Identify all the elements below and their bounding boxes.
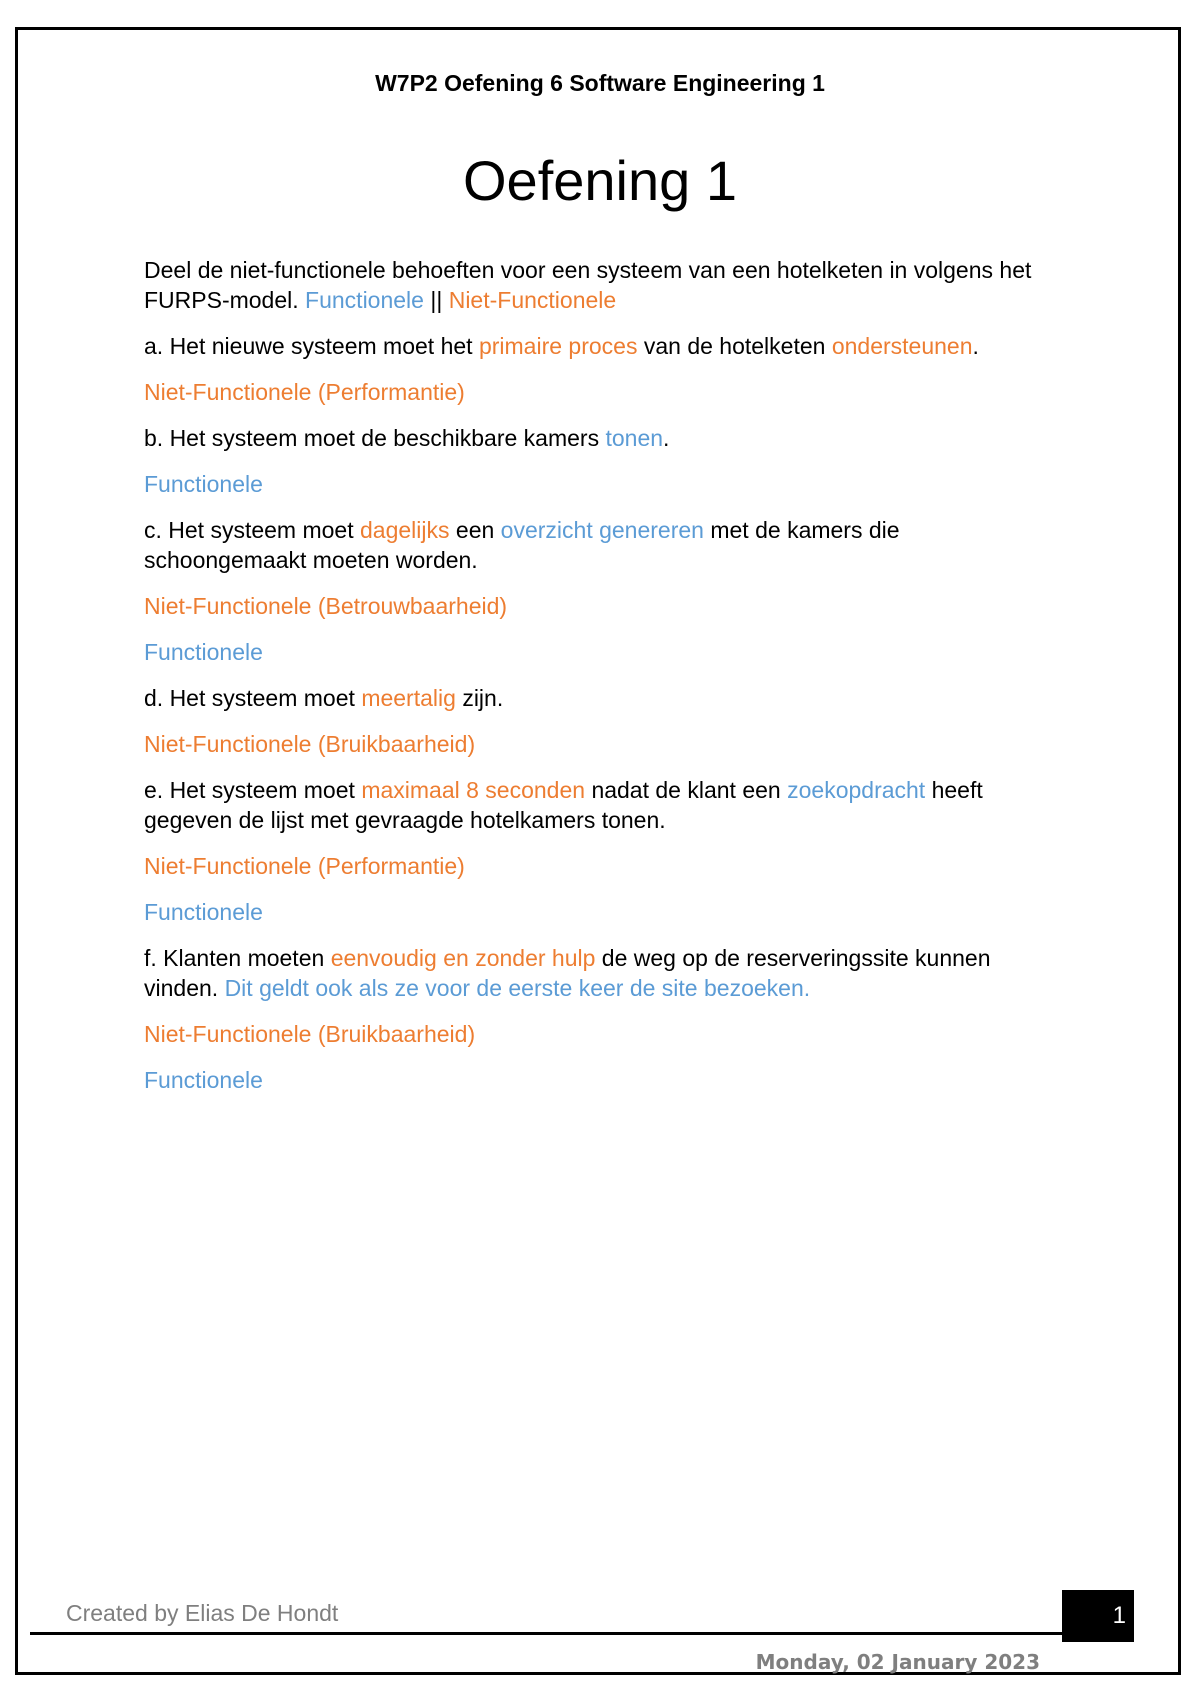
question-f-text: f. Klanten moeten (144, 945, 325, 971)
document-body (144, 255, 1064, 1111)
legend-non-functional: Niet-Functionele (448, 287, 617, 313)
question-a-text-2: van de hotelketen (643, 333, 826, 359)
footer-author: Created by Elias De Hondt (66, 1600, 339, 1626)
question-d (144, 683, 1064, 713)
question-f-highlight-2: Dit geldt ook als ze voor de eerste keer de site bezoeken. (224, 975, 811, 1001)
question-a-highlight-1: primaire proces (478, 333, 638, 359)
question-a-text-3: . (972, 333, 979, 359)
answer-b-1: Functionele (144, 471, 263, 497)
question-c-text-2: een (455, 517, 495, 543)
question-a-highlight-2: ondersteunen (831, 333, 973, 359)
question-c-text-3: met de kamers die schoongemaakt moeten worden. (144, 517, 900, 573)
answer-f-2: Functionele (144, 1067, 263, 1093)
intro-paragraph (144, 255, 1064, 315)
question-c-highlight-1: dagelijks (360, 517, 450, 543)
question-c (144, 515, 1064, 575)
intro-text: Deel de niet-functionele behoeften voor een systeem van een hotelketen in volgens het FURPS-model. (144, 257, 1032, 313)
question-d-highlight-1: meertalig (361, 685, 456, 711)
legend-separator: || (430, 287, 443, 313)
question-b-text-2: . (663, 425, 670, 451)
question-e-highlight-2: zoekopdracht (787, 777, 926, 803)
question-b-text: b. Het systeem moet de beschikbare kamers (144, 425, 600, 451)
question-f-text-2: de weg op de reserveringssite kunnen vinden. (144, 945, 991, 1001)
answer-c-2: Functionele (144, 639, 263, 665)
question-e (144, 775, 1064, 835)
question-b-highlight-1: tonen (605, 425, 664, 451)
question-d-text-2: zijn. (462, 685, 504, 711)
question-a-text: a. Het nieuwe systeem moet het (144, 333, 473, 359)
question-e-text-3: heeft gegeven de lijst met gevraagde hotelkamers tonen. (144, 777, 983, 833)
question-d-text: d. Het systeem moet (144, 685, 355, 711)
answer-d-1: Niet-Functionele (Bruikbaarheid) (144, 731, 476, 757)
question-e-text-2: nadat de klant een (591, 777, 781, 803)
question-f (144, 943, 1064, 1003)
answer-c-1: Niet-Functionele (Betrouwbaarheid) (144, 593, 508, 619)
question-e-text: e. Het systeem moet (144, 777, 355, 803)
page-number: 1 (1062, 1590, 1134, 1642)
legend-functional: Functionele (305, 287, 424, 313)
footer-date: Monday, 02 January 2023 (755, 1650, 1040, 1674)
answer-e-2: Functionele (144, 899, 263, 925)
answer-f-1: Niet-Functionele (Bruikbaarheid) (144, 1021, 476, 1047)
question-a (144, 331, 1064, 361)
page-header: W7P2 Oefening 6 Software Engineering 1 (375, 70, 825, 96)
question-c-highlight-2: overzicht genereren (500, 517, 704, 543)
question-e-highlight-1: maximaal 8 seconden (361, 777, 586, 803)
question-f-highlight-1: eenvoudig en zonder hulp (330, 945, 596, 971)
question-b (144, 423, 1064, 453)
footer-divider (30, 1632, 1062, 1635)
answer-a-1: Niet-Functionele (Performantie) (144, 379, 465, 405)
page-title: Oefening 1 (463, 149, 737, 212)
answer-e-1: Niet-Functionele (Performantie) (144, 853, 465, 879)
question-c-text: c. Het systeem moet (144, 517, 354, 543)
